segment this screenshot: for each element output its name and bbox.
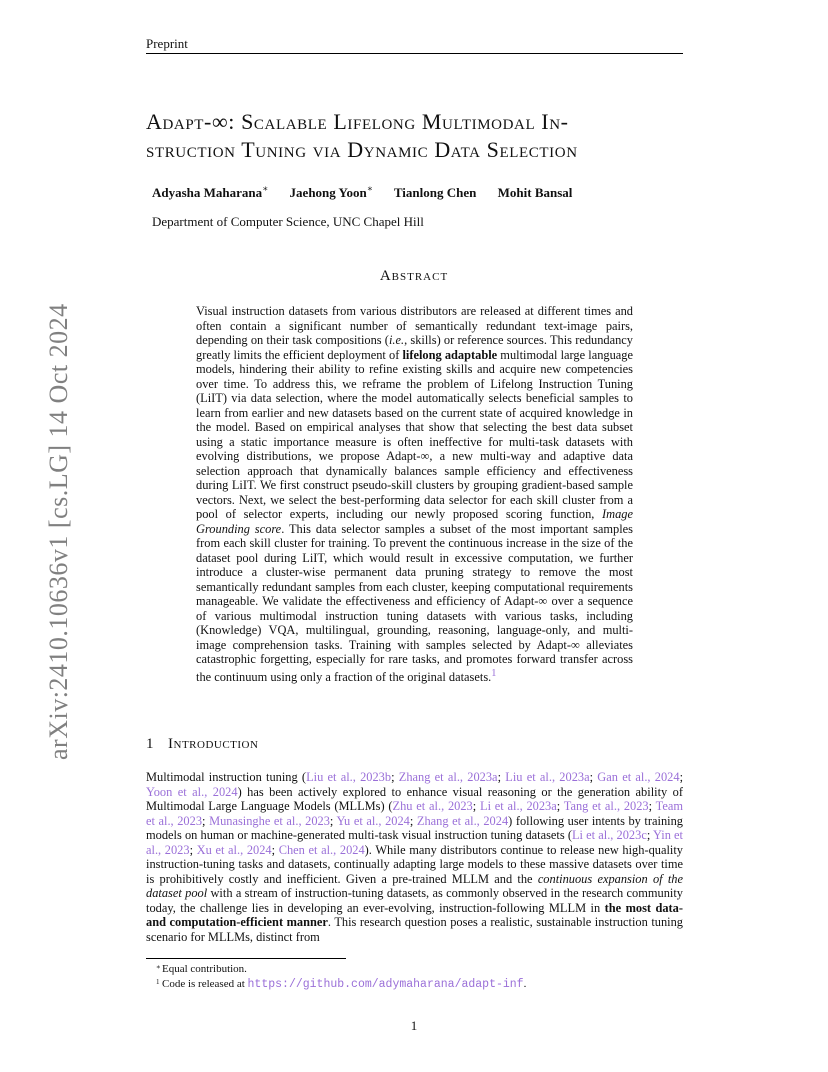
citation-link[interactable]: Team et al., 2023 xyxy=(146,799,683,828)
page-number: 1 xyxy=(410,1018,418,1033)
author: Jaehong Yoon∗ xyxy=(289,184,373,201)
code-url-link[interactable]: https://github.com/adymaharana/adapt-inf xyxy=(247,978,524,991)
section-title: Introduction xyxy=(168,736,259,752)
citation-link[interactable]: Gan et al., 2024 xyxy=(597,770,680,784)
header-rule xyxy=(146,53,683,54)
citation-link[interactable]: Chen et al., 2024 xyxy=(278,842,365,857)
footnote-rule xyxy=(146,958,346,959)
running-header: Preprint xyxy=(146,36,188,51)
footnotes xyxy=(156,962,527,992)
introduction-body: Multimodal instruction tuning (Liu et al., 2023b; Zhang et al., 2023a; Liu et al., 2023a; Gan et al., 2024; Yoon et al., 2024) has been actively explored to enhance visual reasoning or the generation ability of Multimodal Large Language Models (MLLMs) (Zhu et al., 2023; Li et al., 2023a; Tang et al., 2023; Team et al., 2023; Munasinghe et al., 2023; Yu et al., 2024; Zhang et al., 2024) following user intents by training models on human or machine-generated multi-task visual instruction tuning datasets (Li et al., 2023c; Yin et al., 2023; Xu et al., 2024; Chen et al., 2024). While many distributors continue to release new high-quality instruction-tuning tasks and datasets, continually adapting large models to these massive datasets over time is prohibitively costly and inefficient. Given a pre-trained MLLM and the continuous expansion of the dataset pool with a stream of instruction-tuning datasets, as commonly observed in the research community today, the challenge lies in developing an ever-evolving, instruction-following MLLM in the most data- and computation-efficient manner. This research question poses a realistic, sustainable instruction tuning scenario for MLLMs, distinct from xyxy=(146,770,684,944)
section-heading-introduction xyxy=(146,736,258,753)
author-list xyxy=(152,184,590,201)
citation-link[interactable]: Xu et al., 2024 xyxy=(196,842,272,857)
citation-link[interactable]: Zhu et al., 2023 xyxy=(392,799,473,813)
author: Adyasha Maharana∗ xyxy=(152,184,269,201)
citation-link[interactable]: Liu et al., 2023a xyxy=(505,770,590,784)
footnote-equal-contribution: ∗ Equal contribution. xyxy=(156,963,247,975)
footnote-ref[interactable]: 1 xyxy=(491,667,497,679)
citation-link[interactable]: Yoon et al., 2024 xyxy=(146,784,238,799)
citation-link[interactable]: Munasinghe et al., 2023 xyxy=(209,813,330,828)
author: Mohit Bansal xyxy=(497,185,573,201)
section-number: 1 xyxy=(146,736,154,752)
citation-link[interactable]: Tang et al., 2023 xyxy=(563,799,649,813)
title-line-2: struction Tuning via Dynamic Data Selection xyxy=(146,137,578,162)
title-line-1: Adapt-∞: Scalable Lifelong Multimodal In- xyxy=(146,109,569,134)
citation-link[interactable]: Zhang et al., 2023a xyxy=(398,770,498,784)
author: Tianlong Chen xyxy=(393,185,477,201)
citation-link[interactable]: Liu et al., 2023b xyxy=(306,770,392,784)
citation-link[interactable]: Yin et al., 2023 xyxy=(146,828,683,857)
citation-link[interactable]: Li et al., 2023c xyxy=(571,828,647,842)
abstract-heading: Abstract xyxy=(379,268,449,284)
citation-link[interactable]: Zhang et al., 2024 xyxy=(416,813,509,828)
abstract-body: Visual instruction datasets from various distributors are released at different times and often contain a significant number of semantically redundant text-image pairs, depending on their task compositions (i.e., skills) or reference sources. This redundancy greatly limits the efficient deployment of lifelong adaptable multimodal large language models, hindering their ability to refine existing skills and acquire new competencies over time. To address this, we reframe the problem of Lifelong Instruction Tuning (LiIT) via data selection, where the model automatically selects beneficial samples to learn from earlier and new datasets based on the current state of acquired knowledge in the model. Based on empirical analyses that show that selecting the best data subset using a static importance measure is often ineffective for multi-task datasets with evolving distributions, we propose Adapt-∞, a new multi-way and adaptive data selection approach that dynamically balances sample efficiency and effectiveness during LiIT. We first construct pseudo-skill clusters by grouping gradient-based sample vectors. Next, we select the best-performing data selector for each skill cluster from a pool of selector experts, including our newly proposed scoring function, Image Grounding score. This data selector samples a subset of the most important samples from each skill cluster for training. To prevent the continuous increase in the size of the dataset pool during LiIT, which would result in excessive computation, we further introduce a cluster-wise permanent data pruning strategy to remove the most semantically redundant samples from each cluster, keeping computational requirements manageable. We validate the effectiveness and efficiency of Adapt-∞ over a sequence of various multimodal instruction tuning datasets with various tasks, including (Knowledge) VQA, multilingual, grounding, reasoning, language-only, and multi-image comprehension tasks. Training with samples selected by Adapt-∞ alleviates catastrophic forgetting, especially for rare tasks, and promotes forward transfer across the continuum using only a fraction of the original datasets.$^1$ xyxy=(196,304,634,684)
citation-link[interactable]: Li et al., 2023a xyxy=(480,799,557,813)
paper-title xyxy=(146,108,691,164)
arxiv-sidebar-stamp: arXiv:2410.10636v1 [cs.LG] 14 Oct 2024 xyxy=(44,303,73,760)
citation-link[interactable]: Yu et al., 2024 xyxy=(336,813,410,828)
footnote-code: 1 Code is released at https://github.com/adymaharana/adapt-inf. xyxy=(156,978,527,991)
affiliation: Department of Computer Science, UNC Chapel Hill xyxy=(152,214,424,229)
